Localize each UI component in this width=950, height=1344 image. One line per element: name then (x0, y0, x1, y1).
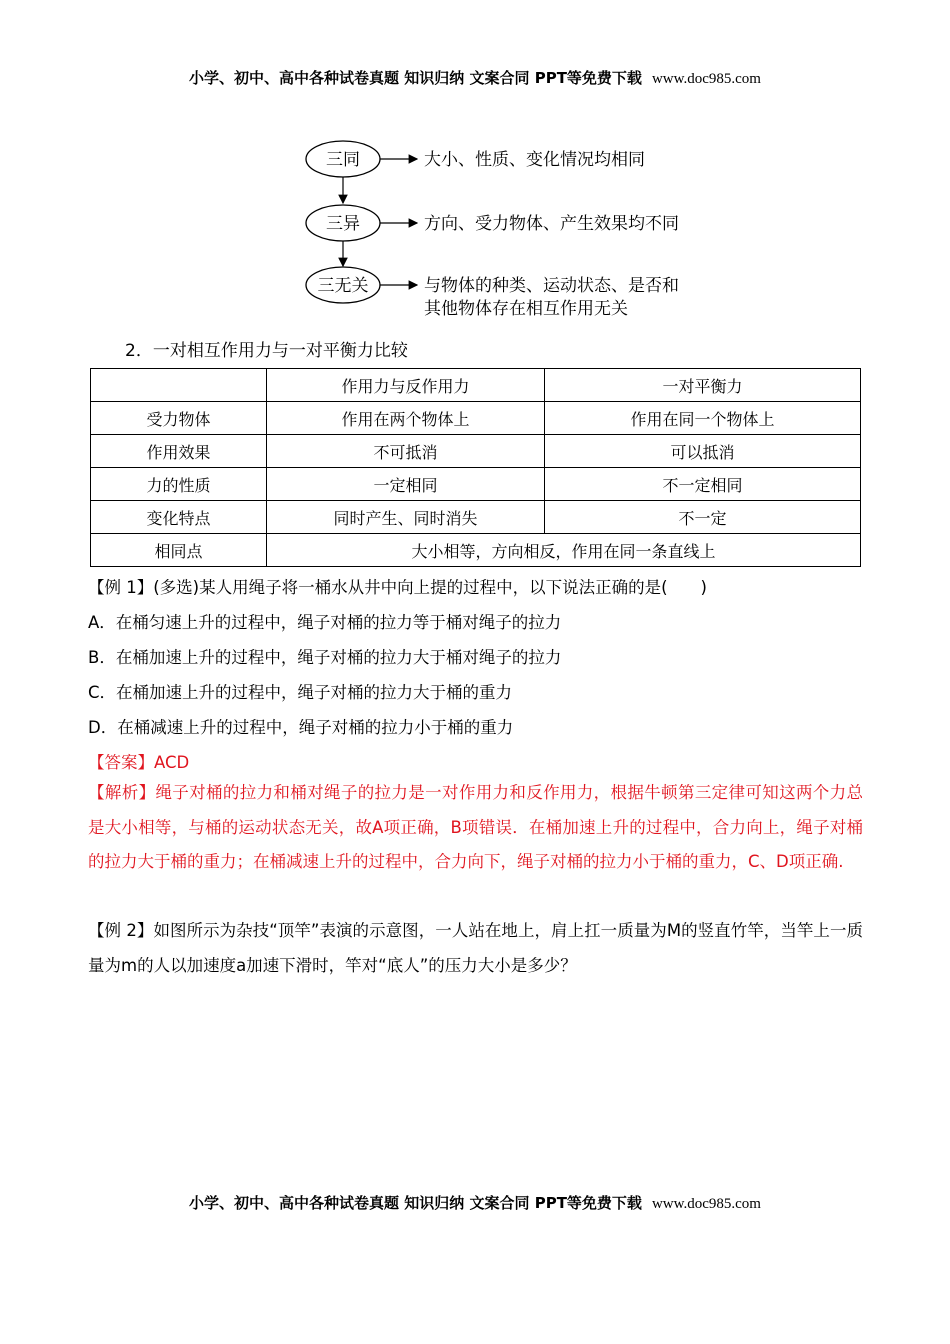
table-cell: 不一定 (545, 501, 861, 534)
answer-line (88, 749, 189, 773)
table-cell-merged: 大小相等，方向相反，作用在同一条直线上 (267, 534, 861, 567)
relationship-diagram (295, 133, 715, 323)
table-cell: 一定相同 (267, 468, 545, 501)
table-header-cell: 作用力与反作用力 (267, 369, 545, 402)
desc-line-3b: 其他物体存在相互作用无关 (424, 299, 628, 319)
header-text: 小学、初中、高中各种试卷真题 知识归纳 文案合同 PPT等免费下载 (189, 69, 642, 87)
table-cell: 变化特点 (91, 501, 267, 534)
table-header-cell: 一对平衡力 (545, 369, 861, 402)
table-row (91, 468, 861, 501)
option-b: B．在桶加速上升的过程中，绳子对桶的拉力大于桶对绳子的拉力 (88, 648, 562, 667)
page-header (0, 67, 950, 88)
table-cell: 不可抵消 (267, 435, 545, 468)
section-title: 2．一对相互作用力与一对平衡力比较 (125, 341, 408, 361)
table-cell: 不一定相同 (545, 468, 861, 501)
table-cell: 作用在同一个物体上 (545, 402, 861, 435)
answer-label: 【答案】 (88, 753, 154, 772)
example2-question: 【例 2】如图所示为杂技“顶竿”表演的示意图，一人站在地上，肩上扛一质量为M的竖直竹竿，当竿上一质量为m的人以加速度a加速下滑时，竿对“底人”的压力大小是多少？ (88, 921, 863, 975)
desc-line-2: 方向、受力物体、产生效果均不同 (424, 214, 679, 234)
analysis-text: 绳子对桶的拉力和桶对绳子的拉力是一对作用力和反作用力，根据牛顿第三定律可知这两个力总是大小相等，与桶的运动状态无关，故A项正确，B项错误．在桶加速上升的过程中，合力向上，绳子对桶的拉力大于桶的重力；在桶减速上升的过程中，合力向下，绳子对桶的拉力小于桶的重力，C、D项正确. (88, 783, 864, 871)
option-c: C．在桶加速上升的过程中，绳子对桶的拉力大于桶的重力 (88, 683, 513, 702)
answer-value: ACD (154, 753, 190, 772)
table-cell: 作用效果 (91, 435, 267, 468)
footer-text: 小学、初中、高中各种试卷真题 知识归纳 文案合同 PPT等免费下载 (189, 1194, 642, 1212)
analysis-paragraph (88, 776, 863, 880)
table-cell: 可以抵消 (545, 435, 861, 468)
table-cell: 相同点 (91, 534, 267, 567)
table-row (91, 501, 861, 534)
table-row (91, 435, 861, 468)
table-row (91, 402, 861, 435)
page-footer (0, 1192, 950, 1213)
table-header-cell (91, 369, 267, 402)
table-row-common (91, 534, 861, 567)
table-cell: 力的性质 (91, 468, 267, 501)
oval-label-1: 三同 (326, 150, 360, 170)
table-header-row (91, 369, 861, 402)
table-cell: 同时产生、同时消失 (267, 501, 545, 534)
oval-label-3: 三无关 (317, 276, 369, 296)
header-url: www.doc985.com (651, 71, 761, 87)
option-d: D．在桶减速上升的过程中，绳子对桶的拉力小于桶的重力 (88, 718, 514, 737)
comparison-table (90, 368, 861, 567)
analysis-label: 【解析】 (88, 783, 156, 802)
oval-label-2: 三异 (326, 214, 360, 234)
footer-url: www.doc985.com (651, 1196, 761, 1212)
table-cell: 作用在两个物体上 (267, 402, 545, 435)
example1-question: 【例 1】(多选)某人用绳子将一桶水从井中向上提的过程中，以下说法正确的是( ) (88, 578, 707, 597)
desc-line-1: 大小、性质、变化情况均相同 (424, 150, 645, 170)
desc-line-3a: 与物体的种类、运动状态、是否和 (424, 276, 679, 296)
option-a: A．在桶匀速上升的过程中，绳子对桶的拉力等于桶对绳子的拉力 (88, 613, 562, 632)
table-cell: 受力物体 (91, 402, 267, 435)
